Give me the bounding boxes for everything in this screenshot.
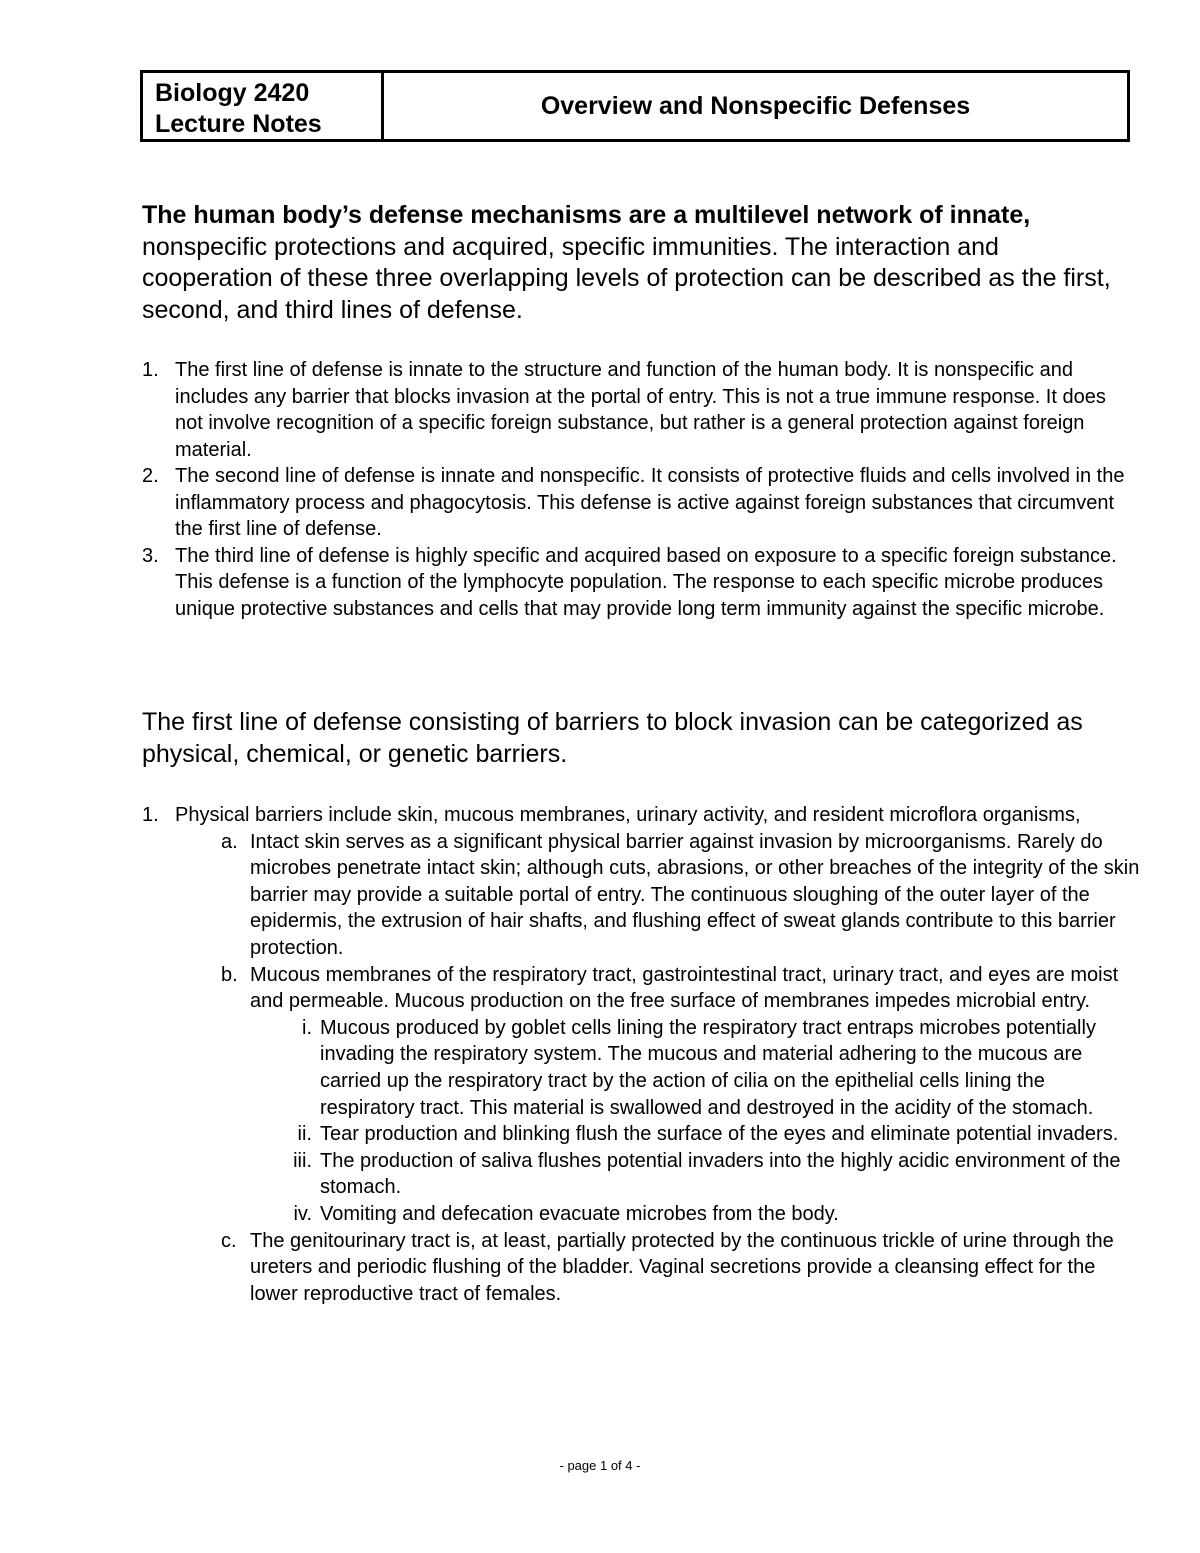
sub-list — [142, 829, 1142, 1308]
course-name: Biology 2420 — [155, 79, 310, 107]
doc-type: Lecture Notes — [155, 110, 322, 138]
sub-list-marker: b. — [221, 963, 238, 986]
list-item-text: The third line of defense is highly specific and acquired based on exposure to a specific foreign substance. This defense is a function of the lymphocyte population. The response to each specific microbe produces unique protective substances and cells that may provide long term immunity against the specific microbe. — [175, 544, 1117, 620]
list-item — [142, 543, 1132, 623]
sub-list-item-text: Intact skin serves as a significant physical barrier against invasion by microorganisms. Rarely do microbes penetrate intact skin; although cuts, abrasions, or other breaches of the integrity of the skin barrier may provide a suitable portal of entry. The continuous sloughing of the outer layer of the epidermis, the extrusion of hair shafts, and flushing effect of sweat glands contribute to this barrier protection. — [250, 830, 1140, 959]
list-marker: 1. — [142, 804, 159, 826]
barriers-list — [142, 802, 1142, 1307]
intro-bold-lead: The human body’s defense mechanisms are a multilevel network of innate, — [142, 201, 1031, 229]
sub-list-item — [142, 829, 1142, 962]
subsub-list-item-text: Tear production and blinking flush the surface of the eyes and eliminate potential invaders. — [320, 1123, 1119, 1146]
sub-list-item — [142, 1228, 1142, 1308]
subsub-list-item-text: Mucous produced by goblet cells lining the respiratory tract entraps microbes potentially invading the respiratory system. The mucous and material adhering to the mucous are carried up the respiratory tract by the action of cilia on the epithelial cells lining the respiratory tract. This material is swallowed and destroyed in the acidity of the stomach. — [320, 1016, 1096, 1119]
list-marker: 1. — [142, 359, 159, 381]
section-heading: The first line of defense consisting of barriers to block invasion can be categorized as physical, chemical, or genetic barriers. — [142, 708, 1083, 768]
subsub-list-marker: iii. — [293, 1149, 312, 1172]
list-item — [142, 463, 1132, 543]
subsub-list — [250, 1015, 1142, 1228]
subsub-list-marker: ii. — [297, 1123, 312, 1146]
course-info — [143, 73, 384, 139]
header-box — [140, 70, 1130, 142]
subsub-list-item — [250, 1015, 1142, 1121]
list-item — [142, 802, 1142, 1307]
subsub-list-item — [250, 1148, 1142, 1201]
subsub-list-marker: iv. — [293, 1202, 312, 1225]
list-item-text: The first line of defense is innate to the structure and function of the human body. It is nonspecific and includes any barrier that blocks invasion at the portal of entry. This is not a true immune response. It does not involve recognition of a specific foreign substance, but rather is a general protection against foreign material. — [175, 359, 1106, 461]
list-marker: 2. — [142, 465, 159, 487]
sub-list-item-text: Mucous membranes of the respiratory tract, gastrointestinal tract, urinary tract, and eyes are moist and permeable. Mucous production on the free surface of membranes impedes microbial entry. — [250, 963, 1119, 1013]
subsub-list-marker: i. — [302, 1016, 312, 1039]
subsub-list-item — [250, 1201, 1142, 1228]
list-item-text: Physical barriers include skin, mucous membranes, urinary activity, and resident microflora organisms, — [175, 804, 1081, 826]
intro-paragraph — [142, 200, 1132, 326]
page-number: - page 1 of 4 - — [559, 1458, 641, 1473]
page-title: Overview and Nonspecific Defenses — [540, 91, 971, 120]
list-item — [142, 357, 1132, 463]
sub-list-marker: a. — [221, 830, 238, 853]
intro-rest: nonspecific protections and acquired, specific immunities. The interaction and cooperation of these three overlapping levels of protection can be described as the first, second, and third lines of defense. — [142, 232, 1111, 324]
subsub-list-item-text: The production of saliva flushes potential invaders into the highly acidic environment of the stomach. — [320, 1149, 1121, 1199]
lines-of-defense-list — [142, 357, 1132, 622]
subsub-list-item-text: Vomiting and defecation evacuate microbes from the body. — [320, 1202, 839, 1225]
list-item-text: The second line of defense is innate and nonspecific. It consists of protective fluids and cells involved in the inflammatory process and phagocytosis. This defense is active against foreign substances that circumvent the first line of defense. — [175, 465, 1125, 540]
list-marker: 3. — [142, 544, 159, 567]
subsub-list-item — [250, 1121, 1142, 1148]
sub-list-item — [142, 962, 1142, 1228]
sub-list-marker: c. — [221, 1229, 237, 1252]
sub-list-item-text: The genitourinary tract is, at least, partially protected by the continuous trickle of urine through the ureters and periodic flushing of the bladder. Vaginal secretions provide a cleansing effect for the lower reproductive tract of females. — [250, 1229, 1114, 1305]
